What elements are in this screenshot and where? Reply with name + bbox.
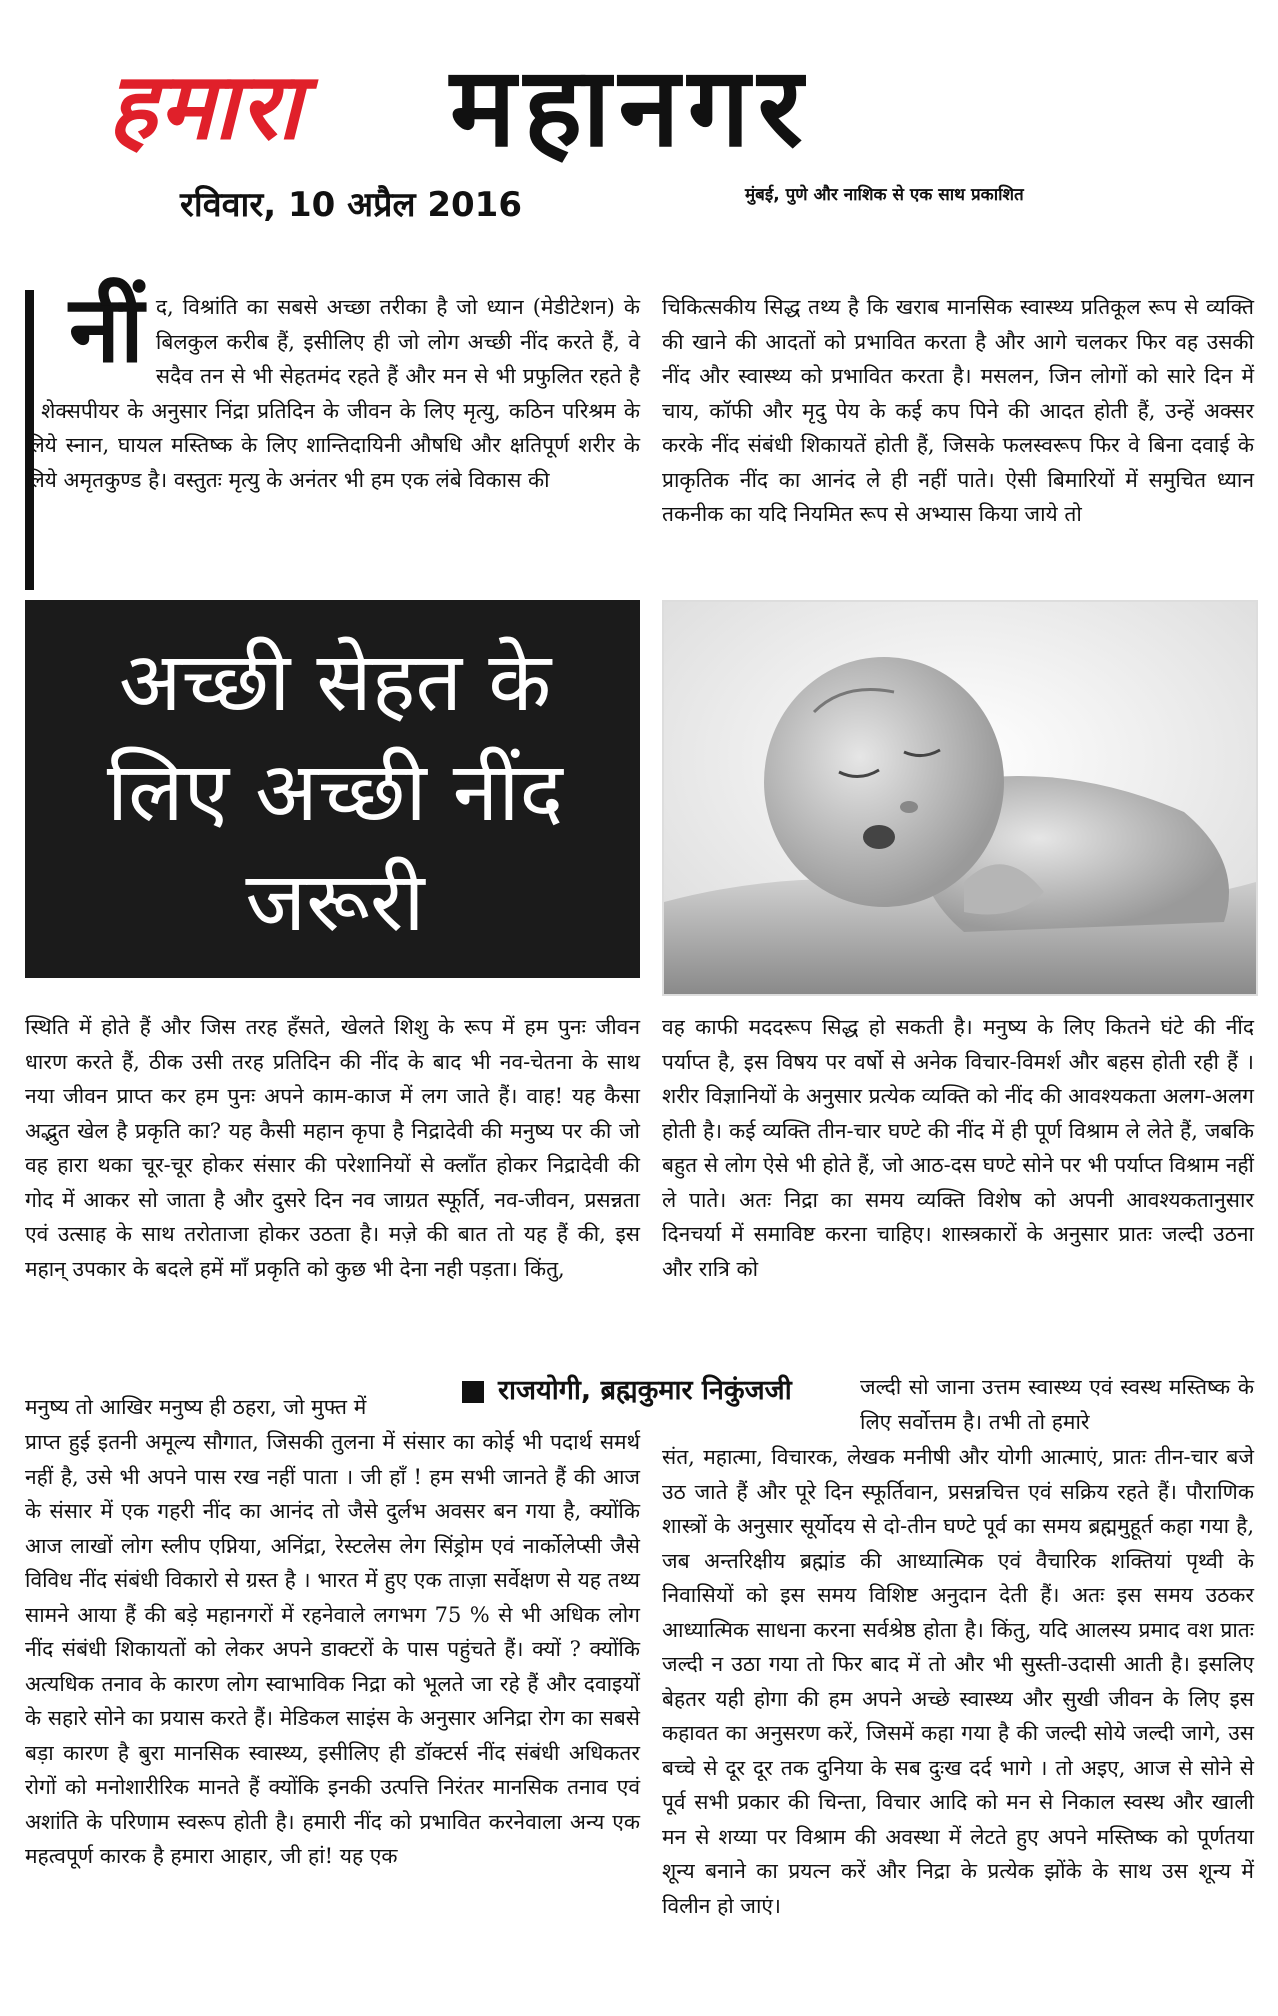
intro-text: द, विश्रांति का सबसे अच्छा तरीका है जो ध्यान (मेडीटेशन) के बिलकुल करीब हैं, इसीलिए ही जो लोग अच्छी नींद करते हैं, वे सदैव तन से भी सेहतमंद रहते हैं और मन से भी प्रफुलित रहते है । शेक्सपीयर के अनुसार निंद्रा प्रतिदिन के जीवन के लिए मृत्यु, कठिन परिश्रम के लिये स्नान, घायल मस्तिष्क के लिए शान्तिदायिनी औषधि और क्षतिपूर्ण शरीर के लिये अमृतकुण्ड है। वस्तुतः मृत्यु के अनंतर भी हम एक लंबे विकास की [25, 295, 640, 492]
masthead [0, 0, 1278, 235]
byline [462, 1370, 792, 1407]
left-column-bottom-c: प्राप्त हुई इतनी अमूल्य सौगात, जिसकी तुलना में संसार का कोई भी पदार्थ समर्थ नहीं है, उसे भी अपने पास रख नहीं पाता । जी हाँ ! हम सभी जानते हैं की आज के संसार में एक गहरी नींद का आनंद तो जैसे दुर्लभ अवसर बन गया है, क्योंकि आज लाखों लोग स्लीप एप्निया, अनिंद्रा, रेस्टलेस लेग सिंड्रोम एवं नार्कोलेप्सी जैसे विविध नींद संबंधी विकारो से ग्रस्त है । भारत में हुए एक ताज़ा सर्वेक्षण से यह तथ्य सामने आया हैं की बड़े महानगरों में रहनेवाले लगभग 75 % से भी अधिक लोग नींद संबंधी शिकायतों को लेकर अपने डाक्टरों के पास पहुंचते हैं। क्यों ? क्योंकि अत्यधिक तनाव के कारण लोग स्वाभाविक निद्रा को भूलते जा रहे हैं और दवाइयों के सहारे सोने का प्रयास करते हैं। मेडिकल साइंस के अनुसार अनिद्रा रोग का सबसे बड़ा कारण है बुरा मानसिक स्वास्थ्य, इसीलिए ही डॉक्टर्स नींद संबंधी अधिकतर रोगों को मनोशारीरिक मानते हैं क्योंकि इनकी उत्पत्ति निरंतर मानसिक तनाव एवं अशांति के परिणाम स्वरूप होती है। हमारी नींद को प्रभावित करनेवाला अन्य एक महत्वपूर्ण कारक है हमारा आहार, जी हां! यह एक [25, 1430, 640, 1868]
tagline: मुंबई, पुणे और नाशिक से एक साथ प्रकाशित [745, 185, 1024, 205]
right-column-bottom-b: जल्दी सो जाना उत्तम स्वास्थ्य एवं स्वस्थ मस्तिष्क के लिए सर्वोत्तम है। तभी तो हमारे [860, 1375, 1254, 1434]
drop-cap: नीं [69, 276, 144, 383]
intro-section [25, 276, 640, 600]
headline-box [25, 600, 640, 978]
right-column-bottom-c: संत, महात्मा, विचारक, लेखक मनीषी और योगी आत्माएं, प्रातः तीन-चार बजे उठ जाते हैं और पूरे दिन स्फूर्तिवान, प्रसन्नचित्त एवं सक्रिय रहते हैं। पौराणिक शास्त्रों के अनुसार सूर्योदय से दो-तीन घण्टे पूर्व का समय ब्रह्ममुहूर्त कहा गया है, जब अन्तरिक्षीय ब्रह्मांड की आध्यात्मिक एवं वैचारिक शक्तियां पृथ्वी के निवासियों को इस समय विशिष्ट अनुदान देती हैं। अतः इस समय उठकर आध्यात्मिक साधना करना सर्वश्रेष्ठ होता है। किंतु, यदि आलस्य प्रमाद वश प्रातः जल्दी न उठा गया तो फिर बाद में तो और भी सुस्ती-उदासी आती है। इसलिए बेहतर यही होगा की हम अपने अच्छे स्वास्थ्य और सुखी जीवन के लिए इस कहावत का अनुसरण करें, जिसमें कहा गया है की जल्दी सोये जल्दी जागे, उस बच्चे से दूर दूर तक दुनिया के सब दुःख दर्द भागे । तो अइए, आज से सोने से पूर्व सभी प्रकार की चिन्ता, विचार आदि को मन से निकाल स्वस्थ और खाली मन से शय्या पर विश्राम की अवस्था में लेटते हुए अपने मस्तिष्क को पूर्णतया शून्य बनाने का प्रयत्न करें और निद्रा के प्रत्येक झोंके के साथ उस शून्य में विलीन हो जाएं। [662, 1445, 1254, 1918]
dateline: रविवार, 10 अप्रैल 2016 [180, 185, 522, 225]
byline-square-icon [462, 1381, 484, 1403]
sleeping-baby-photo [662, 600, 1258, 996]
brand-name-black: महानगर [450, 43, 811, 171]
intro-paragraph [25, 276, 640, 497]
baby-photo-illustration [664, 602, 1256, 994]
right-column-top: चिकित्सकीय सिद्ध तथ्य है कि खराब मानसिक स्वास्थ्य प्रतिकूल रूप से व्यक्ति की खाने की आदतों को प्रभावित करता है और आगे चलकर फिर वह उसकी नींद और स्वास्थ्य को प्रभावित करता है। मसलन, जिन लोगों को सारे दिन में चाय, कॉफी और मृदु पेय के कई कप पिने की आदत होती हैं, उन्हें अक्सर करके नींद संबंधी शिकायतें होती हैं, जिसके फलस्वरूप फिर वे बिना दवाई के प्राकृतिक नींद का आनंद ले ही नहीं पाते। ऐसी बिमारियों में समुचित ध्यान तकनीक का यदि नियमित रूप से अभ्यास किया जाये तो [662, 295, 1254, 526]
headline: अच्छी सेहत के लिए अच्छी नींद जरूरी [106, 635, 564, 950]
brand-name-red: हमारा [108, 53, 304, 160]
left-column-bottom-a: स्थिति में होते हैं और जिस तरह हँसते, खेलते शिशु के रूप में हम पुनः जीवन धारण करते हैं, ठीक उसी तरह प्रतिदिन की नींद के बाद भी नव-चेतना के साथ नया जीवन प्राप्त कर हम पुनः अपने काम-काज में लग जाते हैं। वाह! यह कैसा अद्भुत खेल है प्रकृति का? यह कैसी महान कृपा है निद्रादेवी की मनुष्य पर की जो वह हारा थका चूर-चूर होकर संसार की परेशानियों से क्लाँत होकर निद्रादेवी की गोद में आकर सो जाता है और दुसरे दिन नव जाग्रत स्फूर्ति, नव-जीवन, प्रसन्नता एवं उत्साह के साथ तरोताजा होकर उठता है। मज़े की बात तो यह हैं की, इस महान् उपकार के बदले हमें माँ प्रकृति को कुछ भी देना नही पड़ता। किंतु, [25, 1015, 640, 1281]
left-column-bottom-b: मनुष्य तो आखिर मनुष्य ही ठहरा, जो मुफ्त में [25, 1395, 367, 1419]
byline-text: राजयोगी, ब्रह्मकुमार निकुंजजी [498, 1375, 792, 1406]
right-column-bottom-a: वह काफी मददरूप सिद्ध हो सकती है। मनुष्य के लिए कितने घंटे की नींद पर्याप्त है, इस विषय पर वर्षो से अनेक विचार-विमर्श और बहस होती रही हैं । शरीर विज्ञानियों के अनुसार प्रत्येक व्यक्ति को नींद की आवश्यकता अलग-अलग होती है। कई व्यक्ति तीन-चार घण्टे की नींद में ही पूर्ण विश्राम ले लेते हैं, जबकि बहुत से लोग ऐसे भी होते हैं, जो आठ-दस घण्टे सोने पर भी पर्याप्त विश्राम नहीं ले पाते। अतः निद्रा का समय व्यक्ति विशेष को अपनी आवश्यकतानुसार दिनचर्या में समाविष्ट करना चाहिए। शास्त्रकारों के अनुसार प्रातः जल्दी उठना और रात्रि को [662, 1015, 1254, 1281]
